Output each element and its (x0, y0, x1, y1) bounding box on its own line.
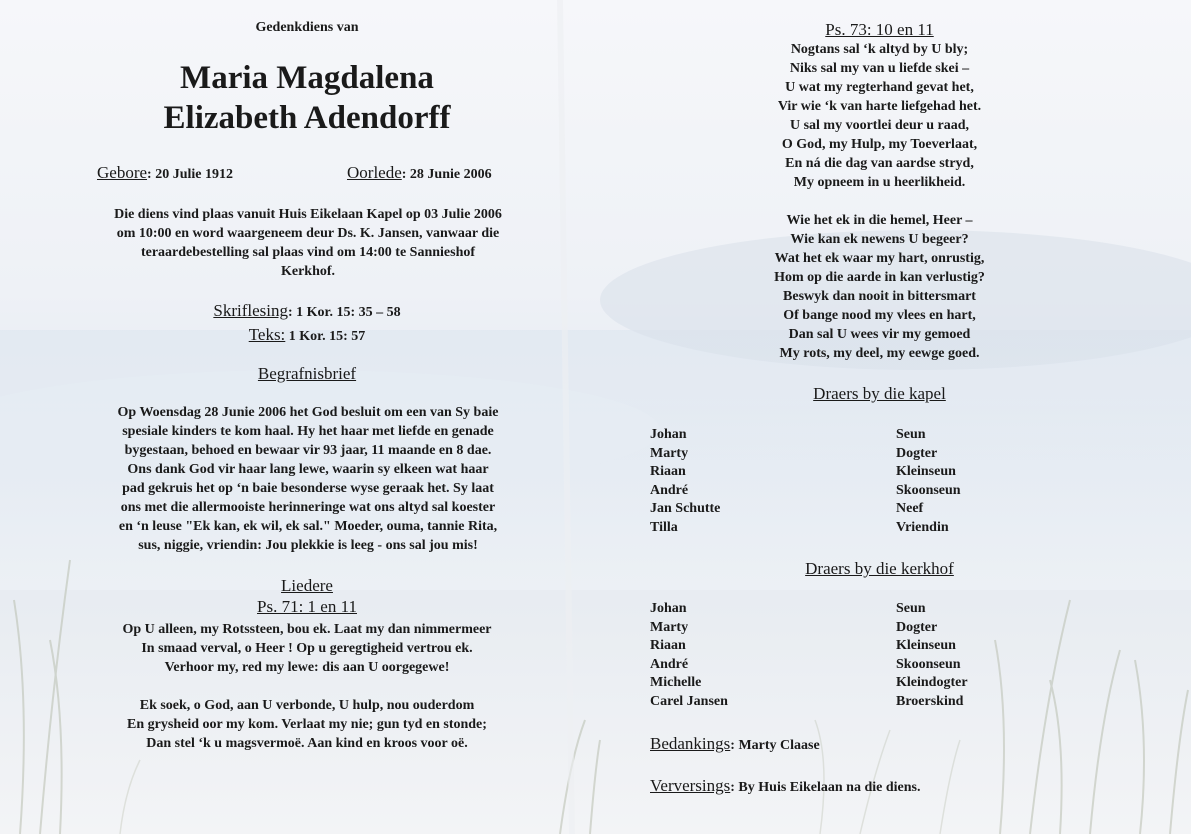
bearer-name: André (650, 656, 689, 672)
bearer-relation: Dogter (896, 619, 938, 635)
service-line: om 10:00 en word waargeneem deur Ds. K. Jansen, vanwaar die (116, 226, 500, 241)
letter-line: sus, niggie, vriendin: Jou plekkie is leeg - ons sal jou mis! (138, 538, 478, 553)
name-line-1: Maria Magdalena (180, 60, 434, 96)
hymn-line: Wie kan ek newens U begeer? (790, 232, 969, 247)
hymn-line: U sal my voortlei deur u raad, (789, 118, 969, 133)
bearer-relation: Skoonseun (896, 656, 961, 672)
died-date (347, 163, 492, 183)
list-item (650, 656, 1010, 675)
bearer-relation: Kleindogter (896, 675, 968, 691)
bearer-name: Marty (650, 619, 689, 635)
scripture-reading (0, 300, 614, 348)
died-label: Oorlede (347, 163, 402, 182)
reading-value: : 1 Kor. 15: 35 – 58 (287, 305, 401, 320)
service-line: teraardebestelling sal plaas vind om 14:00 te Sannieshof (140, 245, 476, 260)
bearer-name: Marty (650, 445, 689, 461)
hymn-line: My rots, my deel, my eewge goed. (779, 346, 980, 361)
songs-heading-wrap (0, 575, 614, 617)
bearer-relation: Vriendin (896, 519, 949, 535)
list-item (650, 519, 1010, 538)
funeral-letter (72, 403, 544, 555)
letter-line: bygestaan, behoed en bewaar vir 93 jaar, 11 maande en 8 dae. (124, 443, 492, 458)
hymn-line: Nogtans sal ‘k altyd by U bly; (790, 42, 969, 57)
bearer-relation: Broerskind (896, 693, 964, 709)
hymn-line: U wat my regterhand gevat het, (785, 80, 974, 95)
list-item (650, 674, 1010, 693)
thanks-line (650, 734, 820, 754)
bearer-name: Johan (650, 427, 687, 442)
hymn-line: Vir wie ‘k van harte liefgehad het. (777, 99, 982, 114)
bearer-relation: Skoonseun (896, 482, 961, 498)
bearer-name: Johan (650, 601, 687, 616)
list-item (650, 482, 1010, 501)
bearer-relation: Seun (896, 427, 926, 442)
deceased-name (0, 58, 614, 138)
letter-line: spesiale kinders te kom haal. Hy het haar met liefde en genade (122, 424, 494, 439)
reading-label: Skriflesing (213, 301, 288, 320)
text-value: 1 Kor. 15: 57 (285, 329, 366, 344)
list-item (650, 693, 1010, 712)
songs-heading: Liedere (281, 576, 333, 595)
hymn-line: O God, my Hulp, my Toeverlaat, (781, 137, 978, 152)
bearer-name: Carel Jansen (650, 693, 728, 709)
died-value: : 28 Junie 2006 (401, 167, 492, 182)
chapel-bearers-heading: Draers by die kapel (813, 384, 946, 403)
hymn-line: En grysheid oor my kom. Verlaat my nie; gun tyd en stonde; (127, 717, 487, 732)
chapel-bearers-heading-wrap (622, 384, 1137, 404)
bearer-relation: Kleinseun (896, 464, 956, 480)
bearer-name: Jan Schutte (650, 501, 721, 517)
hymn-line: Of bange nood my vlees en hart, (783, 308, 976, 323)
list-item (650, 600, 1010, 619)
list-item (650, 619, 1010, 638)
psalm-73-title: Ps. 73: 10 en 11 (825, 20, 934, 39)
born-value: : 20 Julie 1912 (147, 167, 233, 182)
psalm-71-title: Ps. 71: 1 en 11 (257, 597, 357, 616)
list-item (650, 445, 1010, 464)
list-item (650, 426, 1010, 445)
bearer-name: Riaan (650, 464, 686, 480)
list-item (650, 637, 1010, 656)
born-date (97, 163, 233, 183)
hymn-line: Op U alleen, my Rotssteen, bou ek. Laat my dan nimmermeer (122, 622, 492, 637)
psalm-73-heading-wrap (622, 20, 1137, 40)
list-item (650, 500, 1010, 519)
intro-text: Gedenkdiens van (255, 20, 359, 35)
hymn-line: Verhoor my, red my lewe: dis aan U oorgegewe! (164, 660, 450, 675)
stanza-gap (622, 192, 1137, 211)
cemetery-bearers-heading-wrap (622, 559, 1137, 579)
text-label: Teks: (248, 325, 286, 344)
bearer-relation: Kleinseun (896, 638, 956, 654)
letter-heading: Begrafnisbrief (257, 364, 357, 383)
thanks-value: : Marty Claase (730, 738, 820, 753)
stanza-gap (40, 677, 574, 696)
hymn-line: Hom op die aarde in kan verlustig? (774, 270, 985, 285)
letter-line: Op Woensdag 28 Junie 2006 het God besluit om een van Sy baie (117, 405, 499, 420)
name-line-2: Elizabeth Adendorff (163, 100, 451, 136)
refreshments-value: : By Huis Eikelaan na die diens. (730, 780, 921, 795)
letter-line: en ‘n leuse "Ek kan, ek wil, ek sal." Moeder, ouma, tannie Rita, (118, 519, 498, 534)
born-label: Gebore (97, 163, 148, 182)
hymn-line: Dan sal U wees vir my gemoed (788, 327, 971, 342)
hymn-line: Beswyk dan nooit in bittersmart (783, 289, 976, 304)
letter-heading-wrap (0, 364, 614, 384)
psalm-73-text (622, 40, 1137, 363)
letter-line: ons met die allermooiste herinneringe wat ons altyd sal koester (120, 500, 496, 515)
hymn-line: En ná die dag van aardse stryd, (785, 156, 974, 171)
hymn-line: Wie het ek in die hemel, Heer – (786, 213, 973, 228)
service-line: Kerkhof. (280, 264, 336, 279)
bearer-name: Tilla (650, 519, 678, 535)
cemetery-bearers-heading: Draers by die kerkhof (805, 559, 954, 578)
hymn-line: Niks sal my van u liefde skei – (789, 61, 970, 76)
service-line: Die diens vind plaas vanuit Huis Eikelaan Kapel op 03 Julie 2006 (114, 207, 502, 222)
chapel-bearers-list (650, 426, 1010, 538)
list-item (650, 463, 1010, 482)
bearer-name: André (650, 482, 689, 498)
hymn-line: In smaad verval, o Heer ! Op u geregtigheid vertrou ek. (141, 641, 473, 656)
refreshments-label: Verversings (650, 776, 731, 795)
bearer-relation: Seun (896, 601, 926, 616)
bearer-relation: Neef (896, 501, 924, 517)
letter-line: pad gekruis het op ‘n baie besonderse wyse geraak het. Sy laat (122, 481, 494, 496)
hymn-line: My opneem in u heerlikheid. (793, 175, 966, 190)
bearer-name: Riaan (650, 638, 686, 654)
thanks-label: Bedankings (650, 734, 731, 753)
psalm-71-text (40, 620, 574, 753)
refreshments-line (650, 776, 920, 796)
letter-line: Ons dank God vir haar lang lewe, waarin sy elkeen wat haar (127, 462, 489, 477)
hymn-line: Wat het ek waar my hart, onrustig, (774, 251, 985, 266)
service-details (68, 205, 548, 281)
bearer-name: Michelle (650, 675, 702, 691)
cemetery-bearers-list (650, 600, 1010, 712)
hymn-line: Ek soek, o God, aan U verbonde, U hulp, nou ouderdom (139, 698, 475, 713)
hymn-line: Dan stel ‘k u magsvermoë. Aan kind en kroos voor oë. (146, 736, 468, 751)
bearer-relation: Dogter (896, 445, 938, 461)
